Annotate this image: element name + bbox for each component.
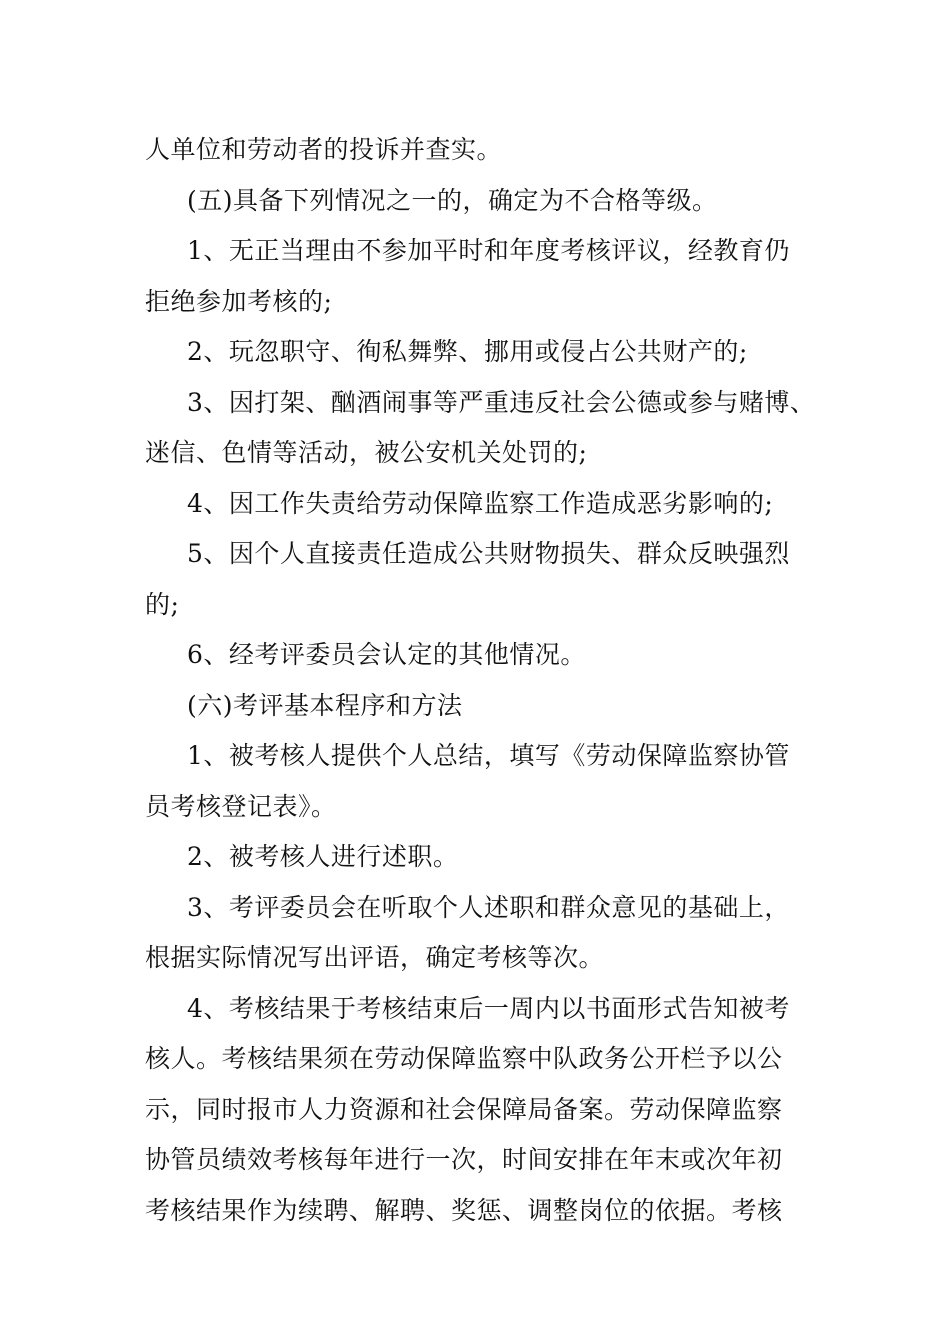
text-line: 1、被考核人提供个人总结，填写《劳动保障监察协管 <box>187 741 790 770</box>
text-line: 迷信、色情等活动，被公安机关处罚的; <box>145 438 588 467</box>
text-line: 5、因个人直接责任造成公共财物损失、群众反映强烈 <box>187 539 790 568</box>
text-line: (五)具备下列情况之一的，确定为不合格等级。 <box>187 185 718 215</box>
text-line: 的; <box>145 589 180 619</box>
text-line: 考核结果作为续聘、解聘、奖惩、调整岗位的依据。考核 <box>145 1195 783 1225</box>
text-line: 员考核登记表》。 <box>145 791 337 821</box>
text-line: 示，同时报市人力资源和社会保障局备案。劳动保障监察 <box>145 1094 783 1124</box>
text-line: 3、考评委员会在听取个人述职和群众意见的基础上， <box>187 892 790 922</box>
text-line: 1、无正当理由不参加平时和年度考核评议，经教育仍 <box>187 236 790 265</box>
text-line: 协管员绩效考核每年进行一次，时间安排在年末或次年初 <box>145 1145 783 1174</box>
text-line: 4、因工作失责给劳动保障监察工作造成恶劣影响的; <box>187 488 774 518</box>
text-line: 2、被考核人进行述职。 <box>187 842 459 871</box>
text-line: 4、考核结果于考核结束后一周内以书面形式告知被考 <box>187 993 790 1023</box>
document-body <box>145 125 825 1236</box>
text-line: 拒绝参加考核的; <box>145 286 333 316</box>
text-line: 2、玩忽职守、徇私舞弊、挪用或侵占公共财产的; <box>187 337 748 366</box>
text-line: (六)考评基本程序和方法 <box>187 690 463 720</box>
text-line: 核人。考核结果须在劳动保障监察中队政务公开栏予以公 <box>145 1044 783 1073</box>
text-line: 6、经考评委员会认定的其他情况。 <box>187 640 586 669</box>
text-line: 3、因打架、酗酒闹事等严重违反社会公德或参与赌博、 <box>187 387 816 417</box>
text-line: 人单位和劳动者的投诉并查实。 <box>145 135 503 164</box>
text-line: 根据实际情况写出评语，确定考核等次。 <box>145 943 605 972</box>
